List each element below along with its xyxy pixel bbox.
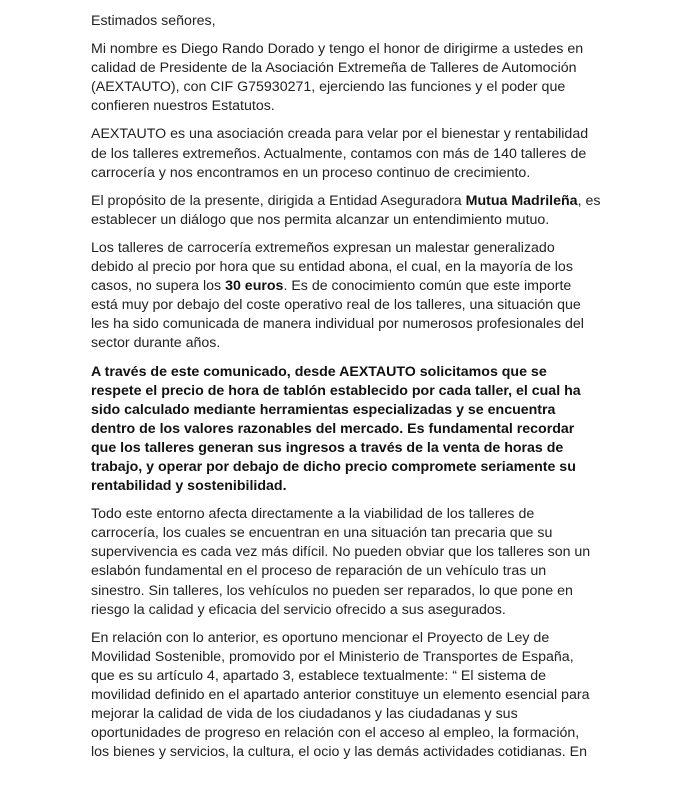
purpose-text-start: El propósito de la presente, dirigida a Entidad Aseguradora (91, 192, 466, 209)
paragraph-mobility-law: En relación con lo anterior, es oportuno mencionar el Proyecto de Ley de Movilidad Sostenible, promovido por el Ministerio de Transportes de España, que es su artículo 4, apartado 3, establece textualmente: “ El sistema de movilidad definido en el apartado anterior constituye un elemento esencial para mejorar la calidad de vida de los ciudadanos y las ciudadanas y sus oportunidades de progreso en relación con el acceso al empleo, la formación, los bienes y servicios, la cultura, el ocio y las demás actividades cotidianas. En (91, 629, 590, 761)
rate-text-start: Los talleres de carrocería extremeños expresan un malestar generalizado debido al precio por hora que su entidad abona, el cual, en la mayoría de los casos, no supera los (91, 239, 573, 295)
paragraph-viability: Todo este entorno afecta directamente a la viabilidad de los talleres de carrocería, los cuales se encuentran en una situación tan precaria que su supervivencia es cada vez más difícil. No pueden obviar que los talleres son un eslabón fundamental en el proceso de reparación de un vehículo tras un sinestro. Sin talleres, los vehículos no pueden ser reparados, lo que pone en riesgo la calidad y eficacia del servicio ofrecido a sus asegurados. (91, 506, 591, 618)
paragraph-purpose (91, 192, 601, 230)
paragraph-association: AEXTAUTO es una asociación creada para velar por el bienestar y rentabilidad de los talleres extremeños. Actualmente, contamos con más de 140 talleres de carrocería y nos encontramos en un proceso continuo de crecimiento. (91, 126, 589, 181)
greeting: Estimados señores, (91, 13, 216, 29)
letter-body (91, 12, 601, 771)
paragraph-introduction: Mi nombre es Diego Rando Dorado y tengo el honor de dirigirme a ustedes en calidad de Presidente de la Asociación Extremeña de Talleres de Automoción (AEXTAUTO), con CIF G75930271, ejerciendo las funciones y el poder que confieren nuestros Estatutos. (91, 41, 584, 115)
rate-amount: 30 euros (225, 278, 284, 295)
insurer-name: Mutua Madrileña (465, 192, 578, 209)
rate-text-end: . Es de conocimiento común que este importe está muy por debajo del coste operativo real de los talleres, una situación que les ha sido comunicada de manera individual por numerosos profesionales del sector durante años. (91, 278, 584, 352)
paragraph-request: A través de este comunicado, desde AEXTAUTO solicitamos que se respete el precio de hora de tablón establecido por cada taller, el cual ha sido calculado mediante herramientas especializadas y se encuentra dentro de los valores razonables del mercado. Es fundamental recordar que los talleres generan sus ingresos a través de la venta de horas de trabajo, y operar por debajo de dicho precio compromete seriamente su rentabilidad y sostenibilidad. (91, 363, 581, 495)
purpose-text-end: , es establecer un diálogo que nos permita alcanzar un entendimiento mutuo. (91, 192, 601, 228)
paragraph-hourly-rate (91, 239, 601, 354)
